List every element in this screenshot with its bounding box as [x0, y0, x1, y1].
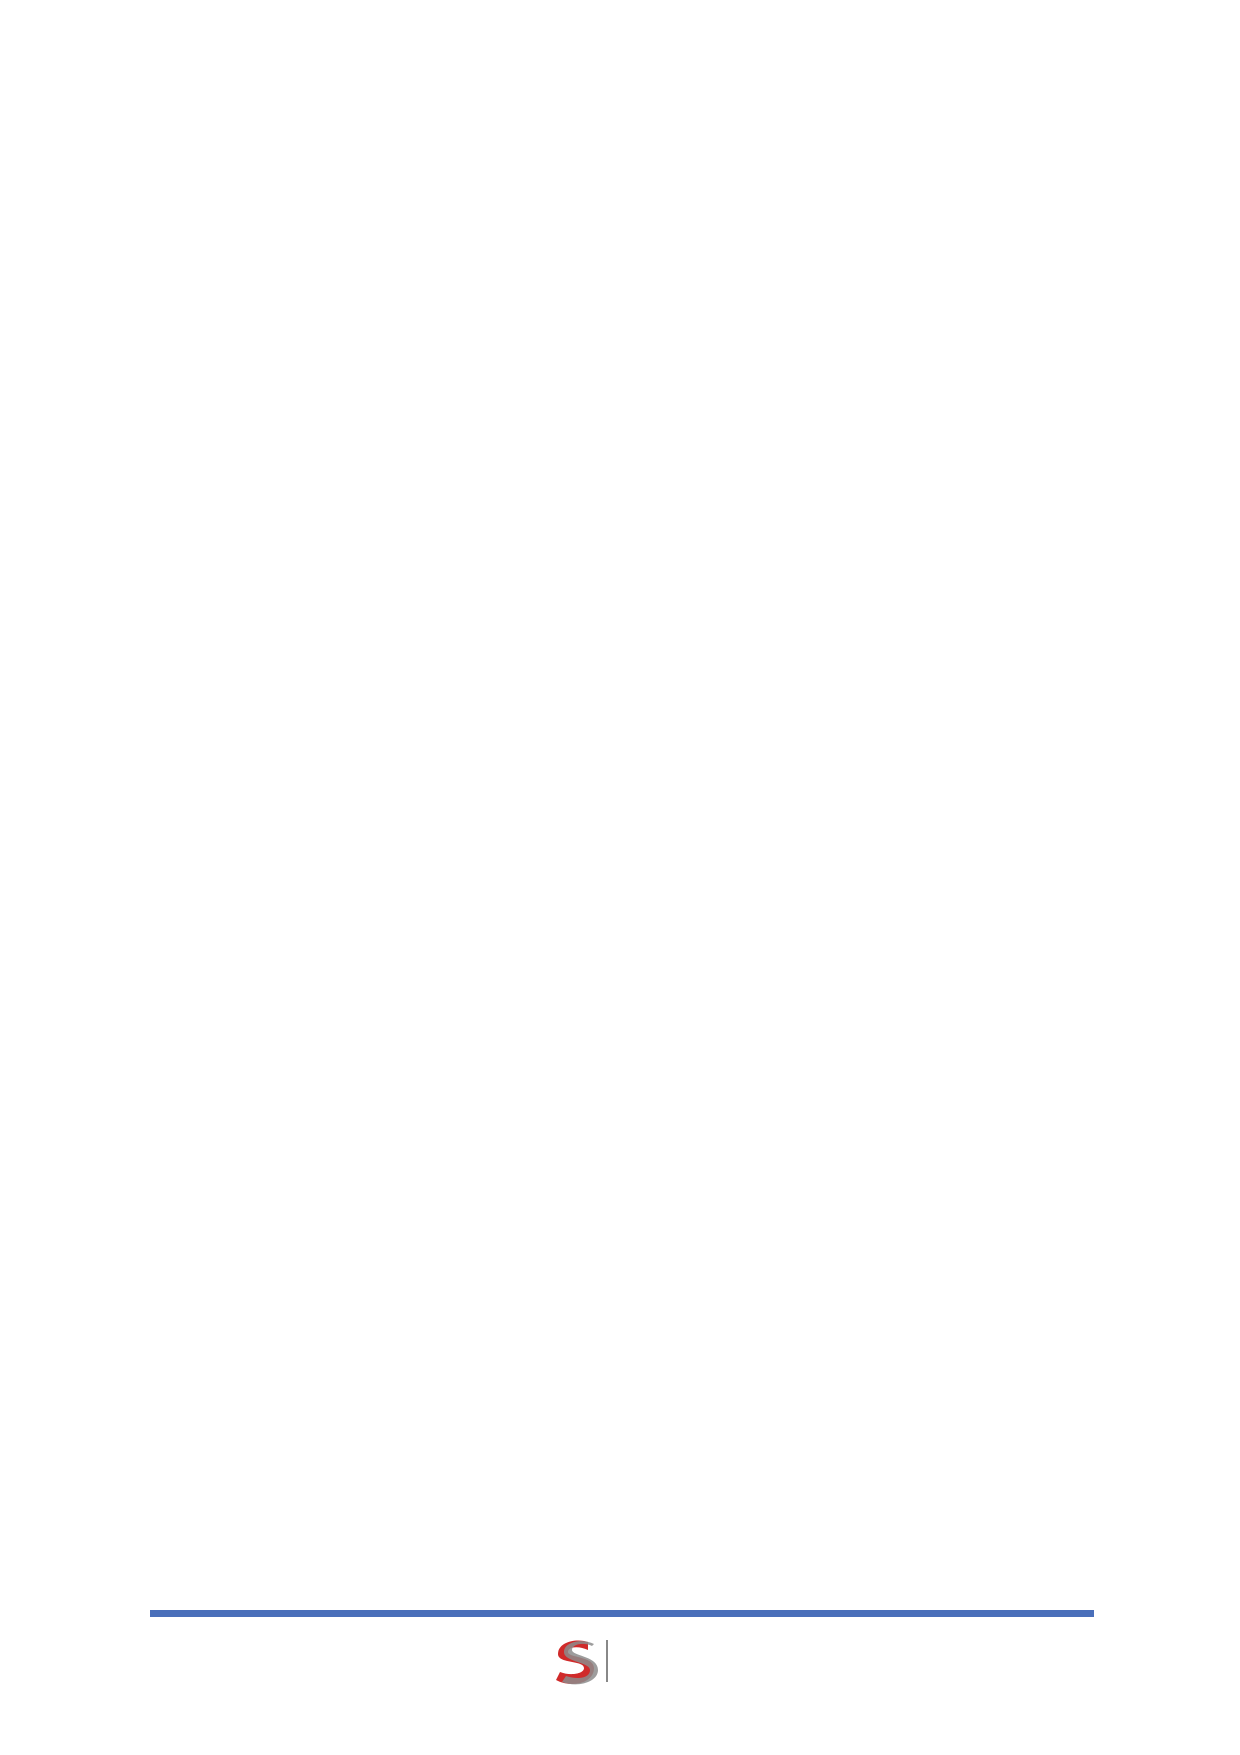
- sheet-store-logo: [548, 1632, 728, 1692]
- sheet-s-logo-icon: [548, 1634, 604, 1690]
- footer-rule: [150, 1610, 1094, 1617]
- logo-divider: [606, 1640, 608, 1682]
